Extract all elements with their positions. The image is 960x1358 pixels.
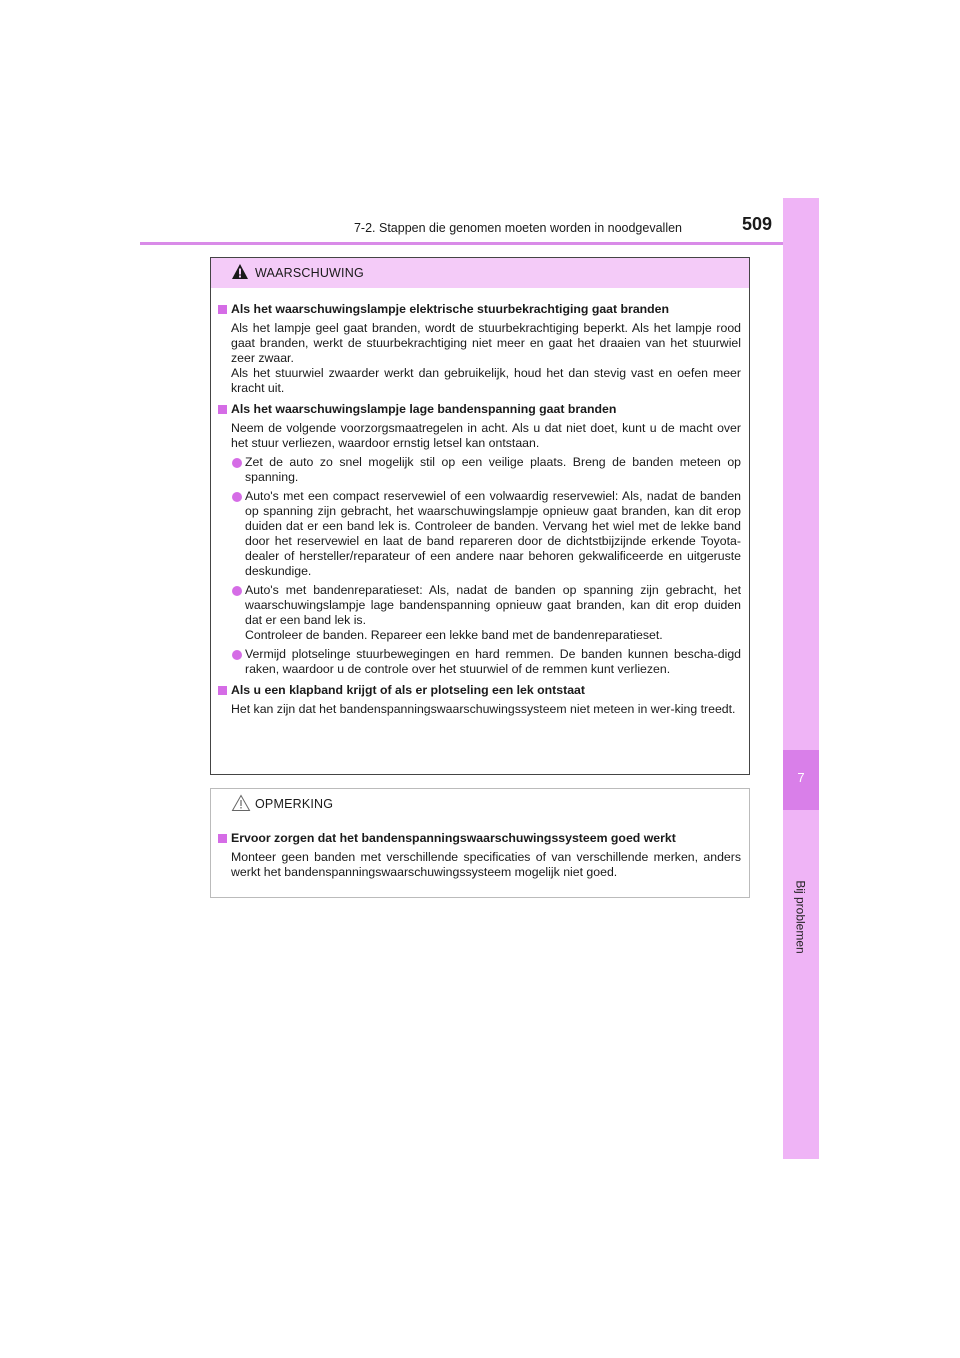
warning-paragraph: Neem de volgende voorzorgsmaatregelen in acht. Als u dat niet doet, kunt u de macht over het stuur verliezen, waardoor ernstig letsel kan ontstaan. — [231, 421, 741, 450]
round-bullet-icon — [232, 458, 242, 468]
note-paragraph: Monteer geen banden met verschillende specificaties of van verschillende merken, anders werkt het bandenspanningswaarschuwingssysteem mogelijk niet goed. — [231, 850, 741, 879]
round-bullet-icon — [232, 492, 242, 502]
list-item: Vermijd plotselinge stuurbewegingen en hard remmen. De banden kunnen bescha-digd raken, waardoor u de controle over het stuurwiel of de remmen kunt verliezen. — [218, 647, 741, 677]
note-heading: OPMERKING — [255, 797, 334, 811]
page-number: 509 — [741, 214, 772, 234]
round-bullet-icon — [232, 650, 242, 660]
list-item: Zet de auto zo snel mogelijk stil op een veilige plaats. Breng de banden meteen op spanning. — [218, 455, 741, 485]
caution-triangle-icon — [231, 794, 251, 812]
warning-heading: WAARSCHUWING — [255, 266, 364, 280]
square-bullet-icon — [218, 686, 227, 695]
square-bullet-icon — [218, 834, 227, 843]
header-rule — [140, 242, 818, 245]
note-box — [210, 788, 750, 898]
warning-section-title: Als u een klapband krijgt of als er plotseling een lek ontstaat — [218, 683, 741, 698]
round-bullet-icon — [232, 586, 242, 596]
warning-paragraph: Als het stuurwiel zwaarder werkt dan gebruikelijk, houd het dan stevig vast en oefen meer kracht uit. — [231, 366, 741, 395]
note-section-title: Ervoor zorgen dat het bandenspanningswaarschuwingssysteem goed werkt — [218, 831, 741, 846]
chapter-number: 7 — [797, 770, 805, 785]
warning-paragraph: Het kan zijn dat het bandenspanningswaarschuwingssysteem niet meteen in wer-king treedt. — [231, 702, 736, 716]
chapter-label: Bij problemen — [794, 880, 808, 954]
square-bullet-icon — [218, 405, 227, 414]
list-item: Auto's met een compact reservewiel of een volwaardig reservewiel: Als, nadat de banden op spanning zijn gebracht, het waarschuwingslampje opnieuw gaat branden, kan dit erop duiden dat er een band lek is. Controleer de banden. Vervang het wiel met de lekke band door het reservewiel en laat de band repareren door de dichtstbijzijnde erkende Toyota-dealer of hersteller/reparateur of een andere naar behoren gekwalificeerde en uitgeruste deskundige. — [218, 489, 741, 579]
square-bullet-icon — [218, 305, 227, 314]
warning-paragraph: Als het lampje geel gaat branden, wordt de stuurbekrachtiging beperkt. Als het lampje rood gaat branden, werkt de stuurbekrachtiging niet meer en gaat het draaien van het stuurwiel zeer zwaar. — [231, 321, 741, 365]
note-header — [211, 789, 749, 819]
section-title: 7-2. Stappen die genomen moeten worden in noodgevallen — [353, 221, 682, 235]
warning-header — [211, 258, 749, 288]
warning-box — [210, 257, 750, 775]
warning-section-title: Als het waarschuwingslampje lage bandenspanning gaat branden — [218, 402, 741, 417]
warning-section-title: Als het waarschuwingslampje elektrische stuurbekrachtiging gaat branden — [218, 302, 741, 317]
warning-triangle-icon — [231, 263, 249, 280]
list-item: Auto's met bandenreparatieset: Als, nadat de banden op spanning zijn gebracht, het waarschuwingslampje lage bandenspanning opnieuw gaat branden, kan dit erop duiden dat er een band lek is. Controleer de banden. Repareer een lekke band met de bandenreparatieset. — [218, 583, 741, 643]
chapter-side-tab — [783, 198, 819, 1159]
